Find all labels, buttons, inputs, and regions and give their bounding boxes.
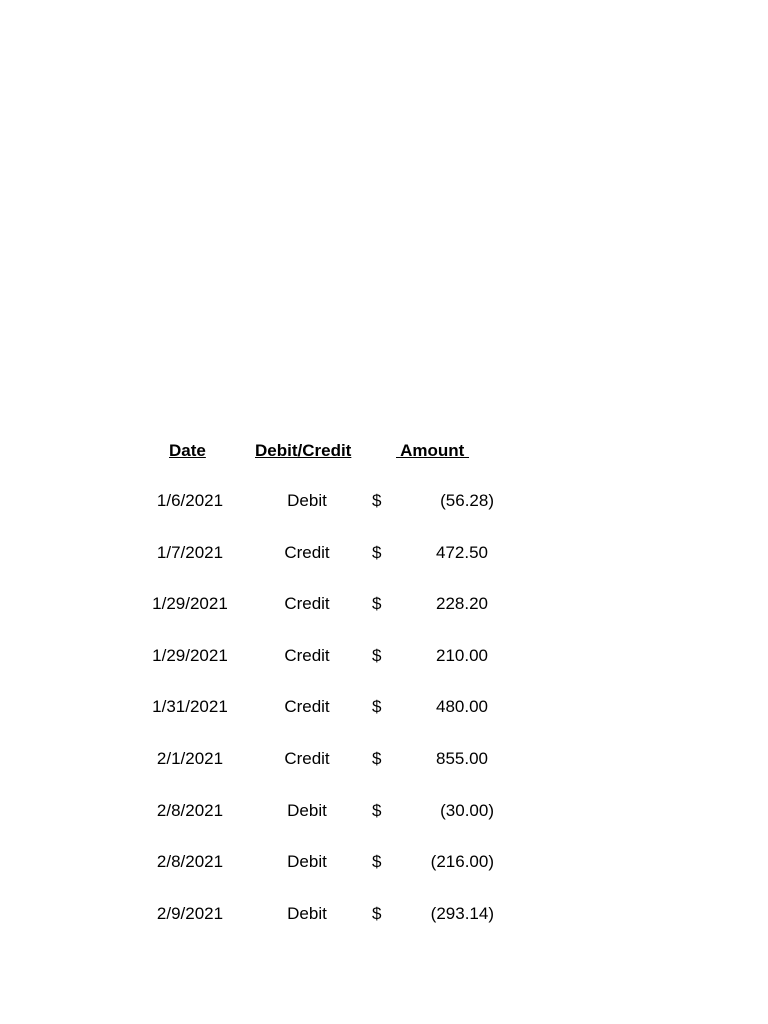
cell-date: 1/7/2021	[156, 542, 224, 562]
cell-debit-credit: Credit	[284, 645, 330, 665]
cell-debit-credit: Debit	[287, 903, 327, 923]
cell-date: 1/29/2021	[152, 594, 228, 614]
table-row	[0, 543, 768, 595]
header-date: Date	[169, 441, 206, 460]
cell-amount	[400, 749, 494, 769]
cell-date: 2/8/2021	[156, 852, 224, 872]
table-row	[0, 594, 768, 646]
cell-date: 2/8/2021	[156, 800, 224, 820]
cell-debit-credit: Credit	[284, 594, 330, 614]
amount-value: (30.00)	[440, 800, 494, 820]
amount-value: (56.28)	[440, 491, 494, 510]
table-row	[0, 697, 768, 749]
amount-value: (216.00)	[430, 852, 494, 872]
cell-amount	[400, 543, 494, 563]
cell-debit-credit: Debit	[287, 852, 327, 872]
table-row	[0, 749, 768, 801]
table-row	[0, 904, 768, 956]
cell-date: 2/9/2021	[156, 903, 224, 923]
cell-currency: $	[372, 645, 382, 665]
cell-debit-credit: Credit	[284, 748, 330, 768]
cell-currency: $	[372, 852, 382, 872]
cell-currency: $	[372, 542, 382, 562]
table-row	[0, 801, 768, 853]
cell-currency: $	[372, 903, 382, 923]
header-debit-credit: Debit/Credit	[255, 441, 352, 460]
cell-currency: $	[372, 800, 382, 820]
amount-value: 472.50	[436, 542, 488, 562]
cell-amount	[400, 697, 494, 717]
cell-amount	[400, 646, 494, 666]
cell-debit-credit: Debit	[287, 800, 327, 820]
cell-debit-credit: Credit	[284, 542, 330, 562]
cell-amount	[400, 904, 494, 924]
transaction-rows	[0, 491, 768, 955]
header-amount: Amount	[396, 441, 470, 460]
cell-currency: $	[372, 491, 382, 510]
cell-date: 1/29/2021	[152, 645, 228, 665]
cell-currency: $	[372, 748, 382, 768]
table-row	[0, 491, 768, 543]
table-row	[0, 646, 768, 698]
amount-value: 228.20	[436, 594, 488, 614]
table-row	[0, 852, 768, 904]
cell-amount	[400, 594, 494, 614]
amount-value: 855.00	[436, 748, 488, 768]
amount-value: 210.00	[436, 645, 488, 665]
cell-date: 2/1/2021	[156, 748, 224, 768]
amount-value: (293.14)	[430, 903, 494, 923]
cell-amount	[400, 801, 494, 821]
table-header-row	[0, 441, 768, 465]
cell-currency: $	[372, 697, 382, 717]
cell-amount	[400, 852, 494, 872]
cell-debit-credit: Credit	[284, 697, 330, 717]
cell-currency: $	[372, 594, 382, 614]
cell-date: 1/6/2021	[156, 491, 224, 510]
cell-debit-credit: Debit	[287, 491, 327, 510]
cell-date: 1/31/2021	[152, 697, 228, 717]
amount-value: 480.00	[436, 697, 488, 717]
cell-amount	[400, 491, 494, 511]
